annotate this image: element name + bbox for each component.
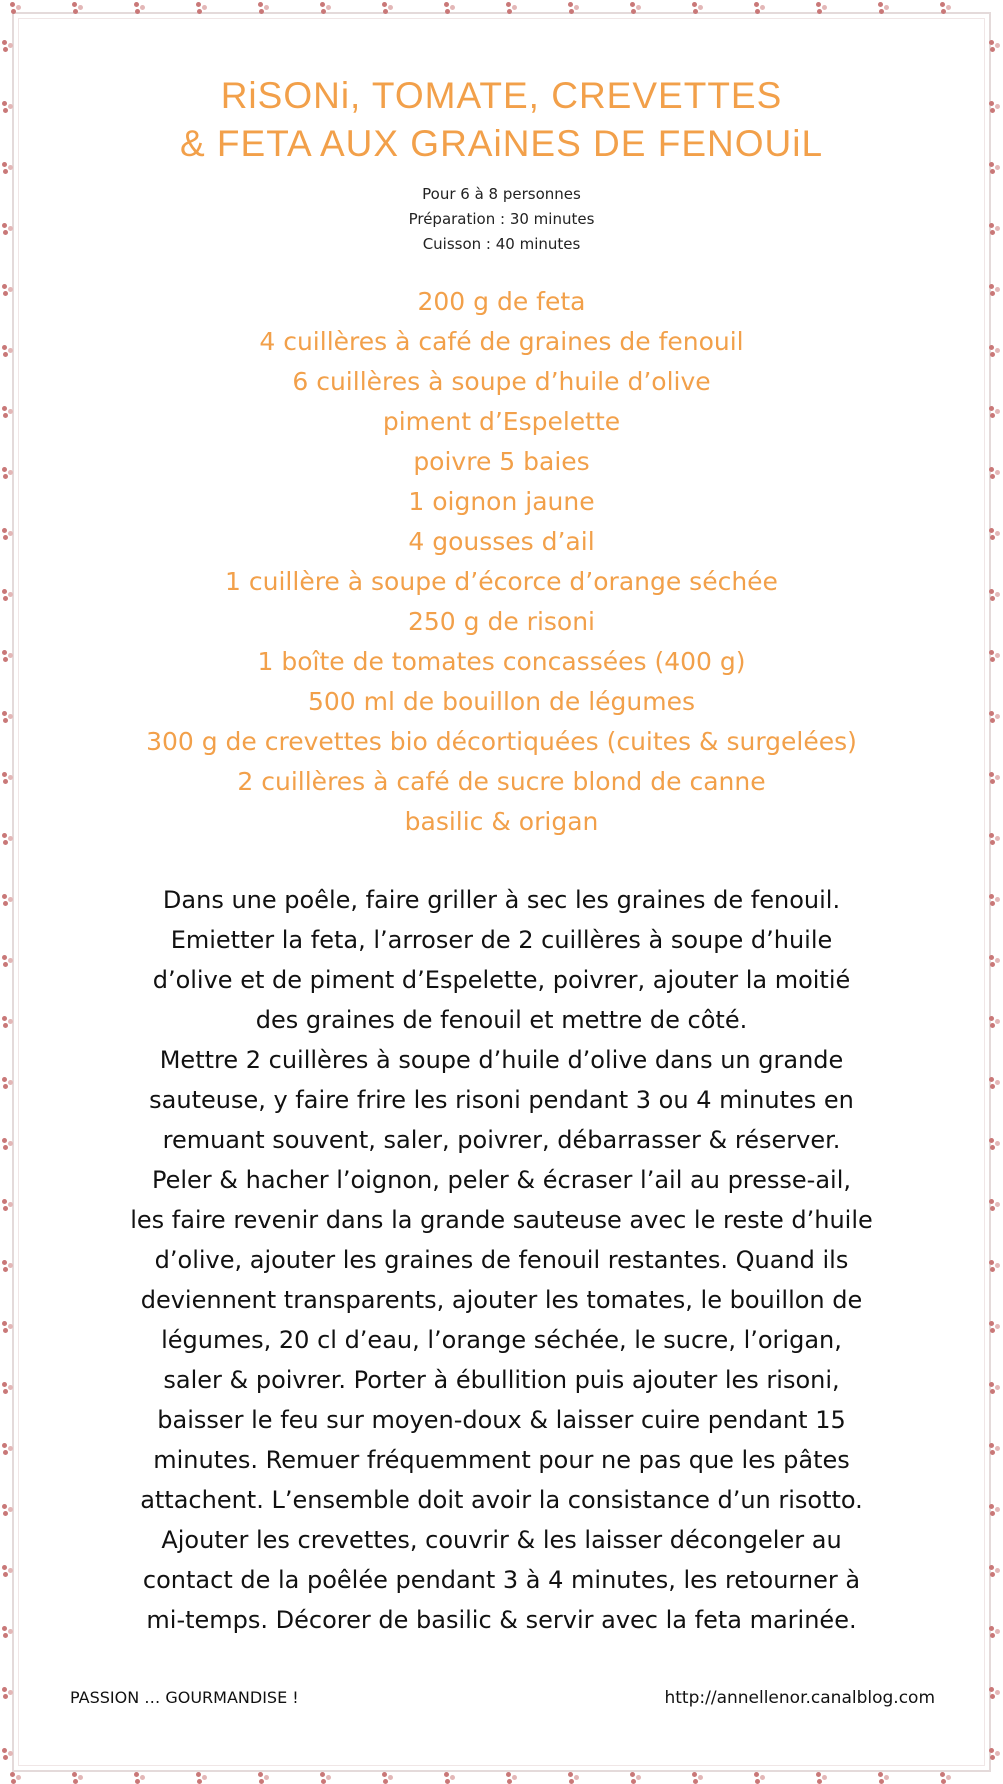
recipe-meta (0, 182, 1003, 257)
border-dot (382, 1772, 387, 1777)
border-dot (320, 2, 325, 7)
border-dot (3, 901, 8, 906)
step-line: des graines de fenouil et mettre de côté. (255, 1006, 748, 1034)
border-dot (3, 1633, 8, 1638)
border-dot (445, 1779, 450, 1784)
step-line: légumes, 20 cl d’eau, l’orange séchée, le sucre, l’origan, (161, 1326, 842, 1354)
ingredient-item: poivre 5 baies (413, 447, 590, 476)
border-dot (134, 2, 139, 7)
footer-url[interactable]: http://annellenor.canalblog.com (664, 1688, 935, 1708)
border-dot (3, 1389, 8, 1394)
step-line: Emietter la feta, l’arroser de 2 cuillères à soupe d’huile (170, 926, 833, 954)
border-dot (72, 2, 77, 7)
border-dot (73, 1779, 78, 1784)
border-dot (884, 1775, 889, 1780)
border-dot (196, 2, 201, 7)
border-dot (16, 1775, 21, 1780)
border-dot (692, 2, 697, 7)
border-dot (2, 40, 7, 45)
border-dot (140, 5, 145, 10)
border-dot (995, 1019, 1000, 1024)
border-dot (568, 2, 573, 7)
border-dot (382, 2, 387, 7)
border-dot (995, 897, 1000, 902)
border-dot (698, 5, 703, 10)
border-dot (202, 5, 207, 10)
step-line: les faire revenir dans la grande sauteuse avec le reste d’huile (130, 1206, 873, 1234)
title-line-1: RiSONi, TOMATE, CREVETTES (220, 75, 783, 116)
border-dot (755, 1779, 760, 1784)
border-dot (258, 2, 263, 7)
border-dot (450, 1775, 455, 1780)
border-dot (2, 955, 7, 960)
border-dot (3, 1206, 8, 1211)
border-dot (2, 1382, 7, 1387)
border-dot (444, 2, 449, 7)
border-dot (3, 962, 8, 967)
border-dot (16, 5, 21, 10)
border-dot (946, 5, 951, 10)
border-dot (3, 1755, 8, 1760)
border-dot (78, 5, 83, 10)
step-line: mi-temps. Décorer de basilic & servir avec la feta marinée. (146, 1606, 857, 1634)
step-line: Mettre 2 cuillères à soupe d’huile d’olive dans un grande (159, 1046, 844, 1074)
border-dot (754, 2, 759, 7)
border-dot (946, 1775, 951, 1780)
ingredient-item: 250 g de risoni (407, 607, 595, 636)
border-dot (995, 43, 1000, 48)
border-dot (2, 894, 7, 899)
border-dot (3, 1328, 8, 1333)
border-dot (321, 1779, 326, 1784)
step-line: saler & poivrer. Porter à ébullition puis ajouter les risoni, (163, 1366, 840, 1394)
border-dot (2, 1077, 7, 1082)
border-dot (2, 1748, 7, 1753)
border-dot (698, 1775, 703, 1780)
step-line: Peler & hacher l’oignon, peler & écraser l’ail au presse-ail, (151, 1166, 852, 1194)
cook-time: Cuisson : 40 minutes (422, 235, 581, 253)
border-dot (320, 1772, 325, 1777)
step-line: d’olive, ajouter les graines de fenouil restantes. Quand ils (154, 1246, 849, 1274)
border-dot (822, 1775, 827, 1780)
title-line-2: & FETA AUX GRAiNES DE FENOUiL (179, 123, 824, 164)
border-dot (995, 1202, 1000, 1207)
border-dot (506, 2, 511, 7)
border-dot (2, 1687, 7, 1692)
ingredient-item: 4 gousses d’ail (408, 527, 595, 556)
border-dot (760, 5, 765, 10)
border-dot (134, 1772, 139, 1777)
border-dot (760, 1775, 765, 1780)
border-dot (3, 1267, 8, 1272)
border-dot (388, 1775, 393, 1780)
border-dot (2, 1260, 7, 1265)
border-dot (940, 2, 945, 7)
servings: Pour 6 à 8 personnes (422, 185, 581, 203)
ingredient-item: piment d’Espelette (382, 407, 621, 436)
recipe-steps (40, 880, 963, 1640)
border-dot (140, 1775, 145, 1780)
ingredient-item: 1 boîte de tomates concassées (400 g) (257, 647, 746, 676)
border-dot (135, 1779, 140, 1784)
border-dot (506, 1772, 511, 1777)
step-line: Ajouter les crevettes, couvrir & les laisser décongeler au (161, 1526, 842, 1554)
border-dot (507, 1779, 512, 1784)
border-dot (10, 2, 15, 7)
border-dot (816, 2, 821, 7)
border-dot (78, 1775, 83, 1780)
step-line: contact de la poêlée pendant 3 à 4 minutes, les retourner à (142, 1566, 861, 1594)
border-dot (326, 5, 331, 10)
step-line: minutes. Remuer fréquemment pour ne pas que les pâtes (153, 1446, 850, 1474)
border-dot (569, 1779, 574, 1784)
step-line: d’olive et de piment d’Espelette, poivrer, ajouter la moitié (152, 966, 851, 994)
border-dot (995, 1690, 1000, 1695)
step-line: attachent. L’ensemble doit avoir la consistance d’un risotto. (140, 1486, 863, 1514)
border-dot (630, 2, 635, 7)
ingredient-item: 200 g de feta (417, 287, 586, 316)
border-dot (72, 1772, 77, 1777)
border-dot (2, 1626, 7, 1631)
border-dot (512, 5, 517, 10)
border-dot (995, 1629, 1000, 1634)
border-dot (878, 1772, 883, 1777)
border-dot (2, 1565, 7, 1570)
border-dot (995, 1446, 1000, 1451)
recipe-title (0, 72, 1003, 168)
border-dot (995, 1385, 1000, 1390)
border-dot (259, 1779, 264, 1784)
border-dot (817, 1779, 822, 1784)
border-dot (636, 1775, 641, 1780)
border-dot (884, 5, 889, 10)
border-dot (450, 5, 455, 10)
border-dot (940, 1772, 945, 1777)
border-dot (568, 1772, 573, 1777)
border-dot (388, 5, 393, 10)
border-dot (2, 1443, 7, 1448)
ingredient-item: 6 cuillères à soupe d’huile d’olive (292, 367, 711, 396)
border-dot (3, 169, 8, 174)
border-dot (2, 1138, 7, 1143)
step-line: Dans une poêle, faire griller à sec les graines de fenouil. (162, 886, 841, 914)
border-dot (3, 1450, 8, 1455)
border-dot (995, 1141, 1000, 1146)
border-dot (692, 1772, 697, 1777)
border-dot (995, 1263, 1000, 1268)
border-dot (995, 1507, 1000, 1512)
step-line: remuant souvent, saler, poivrer, débarrasser & réserver. (162, 1126, 841, 1154)
border-dot (3, 1023, 8, 1028)
border-dot (2, 1016, 7, 1021)
step-line: baisser le feu sur moyen-doux & laisser cuire pendant 15 (157, 1406, 846, 1434)
border-dot (822, 5, 827, 10)
border-dot (383, 1779, 388, 1784)
border-dot (574, 1775, 579, 1780)
ingredient-item: 300 g de crevettes bio décortiquées (cuites & surgelées) (146, 727, 857, 756)
border-dot (3, 1694, 8, 1699)
border-dot (2, 1321, 7, 1326)
step-line: deviennent transparents, ajouter les tomates, le bouillon de (140, 1286, 863, 1314)
border-dot (693, 1779, 698, 1784)
step-line: sauteuse, y faire frire les risoni pendant 3 ou 4 minutes en (149, 1086, 854, 1114)
border-dot (995, 1751, 1000, 1756)
border-dot (11, 1779, 16, 1784)
ingredient-item: basilic & origan (404, 807, 599, 836)
border-dot (197, 1779, 202, 1784)
border-dot (326, 1775, 331, 1780)
border-dot (3, 47, 8, 52)
border-dot (879, 1779, 884, 1784)
border-dot (995, 1080, 1000, 1085)
border-dot (202, 1775, 207, 1780)
border-dot (574, 5, 579, 10)
border-dot (3, 1572, 8, 1577)
border-dot (941, 1779, 946, 1784)
ingredient-item: 1 cuillère à soupe d’écorce d’orange séchée (225, 567, 778, 596)
border-dot (995, 1324, 1000, 1329)
border-dot (995, 958, 1000, 963)
border-dot (264, 5, 269, 10)
border-dot (444, 1772, 449, 1777)
border-dot (3, 1511, 8, 1516)
border-dot (3, 1145, 8, 1150)
ingredients-list (0, 282, 1003, 842)
border-dot (258, 1772, 263, 1777)
border-dot (2, 1199, 7, 1204)
ingredient-item: 2 cuillères à café de sucre blond de canne (237, 767, 766, 796)
ingredient-item: 4 cuillères à café de graines de fenouil (259, 327, 744, 356)
border-dot (196, 1772, 201, 1777)
border-dot (636, 5, 641, 10)
border-dot (754, 1772, 759, 1777)
border-dot (995, 1568, 1000, 1573)
border-dot (631, 1779, 636, 1784)
border-dot (264, 1775, 269, 1780)
border-dot (816, 1772, 821, 1777)
border-dot (3, 1084, 8, 1089)
border-dot (878, 2, 883, 7)
footer-tagline: PASSION … GOURMANDISE ! (70, 1688, 299, 1707)
border-dot (10, 1772, 15, 1777)
prep-time: Préparation : 30 minutes (408, 210, 595, 228)
ingredient-item: 500 ml de bouillon de légumes (307, 687, 696, 716)
ingredient-item: 1 oignon jaune (408, 487, 595, 516)
border-dot (630, 1772, 635, 1777)
border-dot (2, 1504, 7, 1509)
border-dot (512, 1775, 517, 1780)
